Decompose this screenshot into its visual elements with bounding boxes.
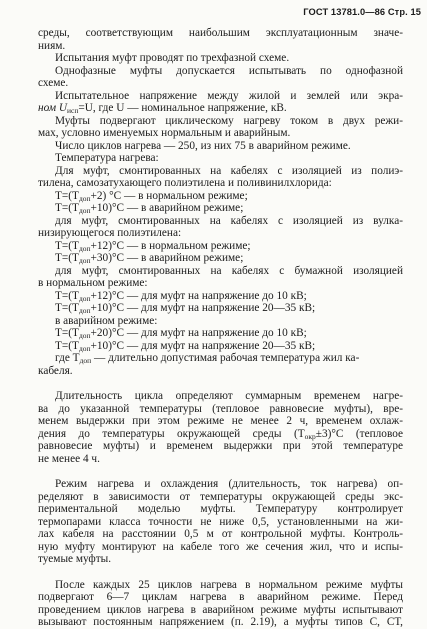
text-line: ва до указанной температуры (тепловое равновесие муфты), вре-: [38, 402, 403, 415]
formula-line: дения до температуры окружающей среды $(T_{окр}\pm 3)^\circ С$ (тепловое: [38, 427, 404, 441]
text-line: в нормальном режиме:: [38, 277, 148, 289]
text-line: Температура нагрева:: [55, 152, 159, 164]
formula-line: $T=(T_{доп}+12)^\circ С$ — в нормальном режиме;: [55, 239, 251, 253]
text-line: равновесие муфты) и временем выдержки при этой температуре: [38, 440, 403, 452]
text-line: подвергают 6—7 циклам нагрева в аварийном режиме. Перед: [38, 591, 403, 603]
text-line: менем выдержки при этом режиме не менее 2 ч, временем охлаж-: [38, 415, 403, 427]
text-line: для муфт, смонтированных на кабелях с изоляцией из вулка-: [55, 214, 403, 227]
text-line: для муфт, смонтированных на кабелях с бумажной изоляцией: [55, 264, 403, 277]
formula-line: $T=(T_{доп}+10)^\circ С$ — для муфт на напряжение 20—35 кВ;: [55, 302, 316, 315]
page-header: ГОСТ 13781.0—86 Стр. 15: [303, 7, 421, 17]
formula-line: $T=(T_{доп}+20)^\circ С$ — для муфт на напряжение до 10 кВ;: [55, 327, 307, 340]
formula-line: $T=(T_{доп}+2)$ °С — в нормальном режиме;: [55, 189, 248, 203]
text-line: мах, условно именуемых нормальным и аварийным.: [38, 127, 291, 139]
formula-line: где $T_{доп}$ — длительно допустимая рабочая температура жил ка-: [55, 352, 360, 365]
text-line: проведением циклов нагрева в аварийном режиме муфты испытывают: [38, 603, 403, 616]
text-line: периментальной моделью муфты. Температуру контролирует: [38, 503, 403, 515]
document-body: [38, 27, 403, 629]
text-line: ределяют в зависимости от температуры окружающей среды экс-: [38, 490, 403, 503]
text-line: ниям.: [38, 39, 66, 52]
text-line: среды, соответствующим наибольшим эксплуатационным значе-: [38, 27, 403, 39]
text-line: в аварийном режиме:: [55, 314, 158, 327]
text-line: Испытательное напряжение между жилой и землей или экра-: [55, 89, 403, 102]
text-line: После каждых 25 циклов нагрева в нормальном режиме муфты: [55, 578, 403, 591]
text-line: тилена, самозатухающего полиэтилена и поливинилхлорида:: [38, 177, 332, 189]
formula-line: $T=(T_{доп}+10)^\circ С$ — для муфт на напряжение 20—35 кВ;: [55, 339, 316, 353]
text-line: не менее 4 ч.: [38, 452, 100, 465]
text-line: вызывают постоянным напряжением (п. 2.19), а муфты типов С, СТ,: [38, 616, 403, 628]
text-line: лах кабеля на расстоянии 0,5 м от контрольной муфты. Контроль-: [38, 528, 403, 540]
text-line: Для муфт, смонтированных на кабелях с изоляцией из полиэ-: [55, 164, 403, 177]
text-line: Однофазные муфты допускается испытывать по однофазной: [55, 64, 403, 77]
formula-line: ном $U_{исп}=U$, где U — номинальное напряжение, кВ.: [38, 102, 287, 115]
text-line: кабеля.: [38, 364, 73, 377]
formula-line: $T=(T_{доп}+30)^\circ С$ — в аварийном режиме;: [55, 252, 244, 265]
text-line: туемые муфты.: [38, 553, 112, 565]
text-line: термопарами класса точности не ниже 0,5, установленными на жи-: [38, 515, 403, 528]
text-line: схеме.: [38, 77, 69, 89]
text-line: Испытания муфт проводят по трехфазной схеме.: [55, 52, 290, 64]
formula-line: $T=(T_{доп}+12)^\circ С$ — для муфт на напряжение до 10 кВ;: [55, 289, 307, 303]
text-line: низирующегося полиэтилена:: [38, 227, 182, 239]
text-line: Муфты подвергают циклическому нагреву током в двух режи-: [55, 114, 403, 127]
text-line: Режим нагрева и охлаждения (длительность, ток нагрева) оп-: [55, 478, 403, 490]
formula-line: $T=(T_{доп}+10)^\circ С$ — в аварийном режиме;: [55, 202, 244, 215]
text-line: Длительность цикла определяют суммарным временем нагре-: [55, 390, 403, 402]
text-line: Число циклов нагрева — 250, из них 75 в аварийном режиме.: [55, 139, 351, 152]
text-line: ную муфту монтируют на кабеле того же сечения жил, что и испы-: [38, 540, 403, 553]
